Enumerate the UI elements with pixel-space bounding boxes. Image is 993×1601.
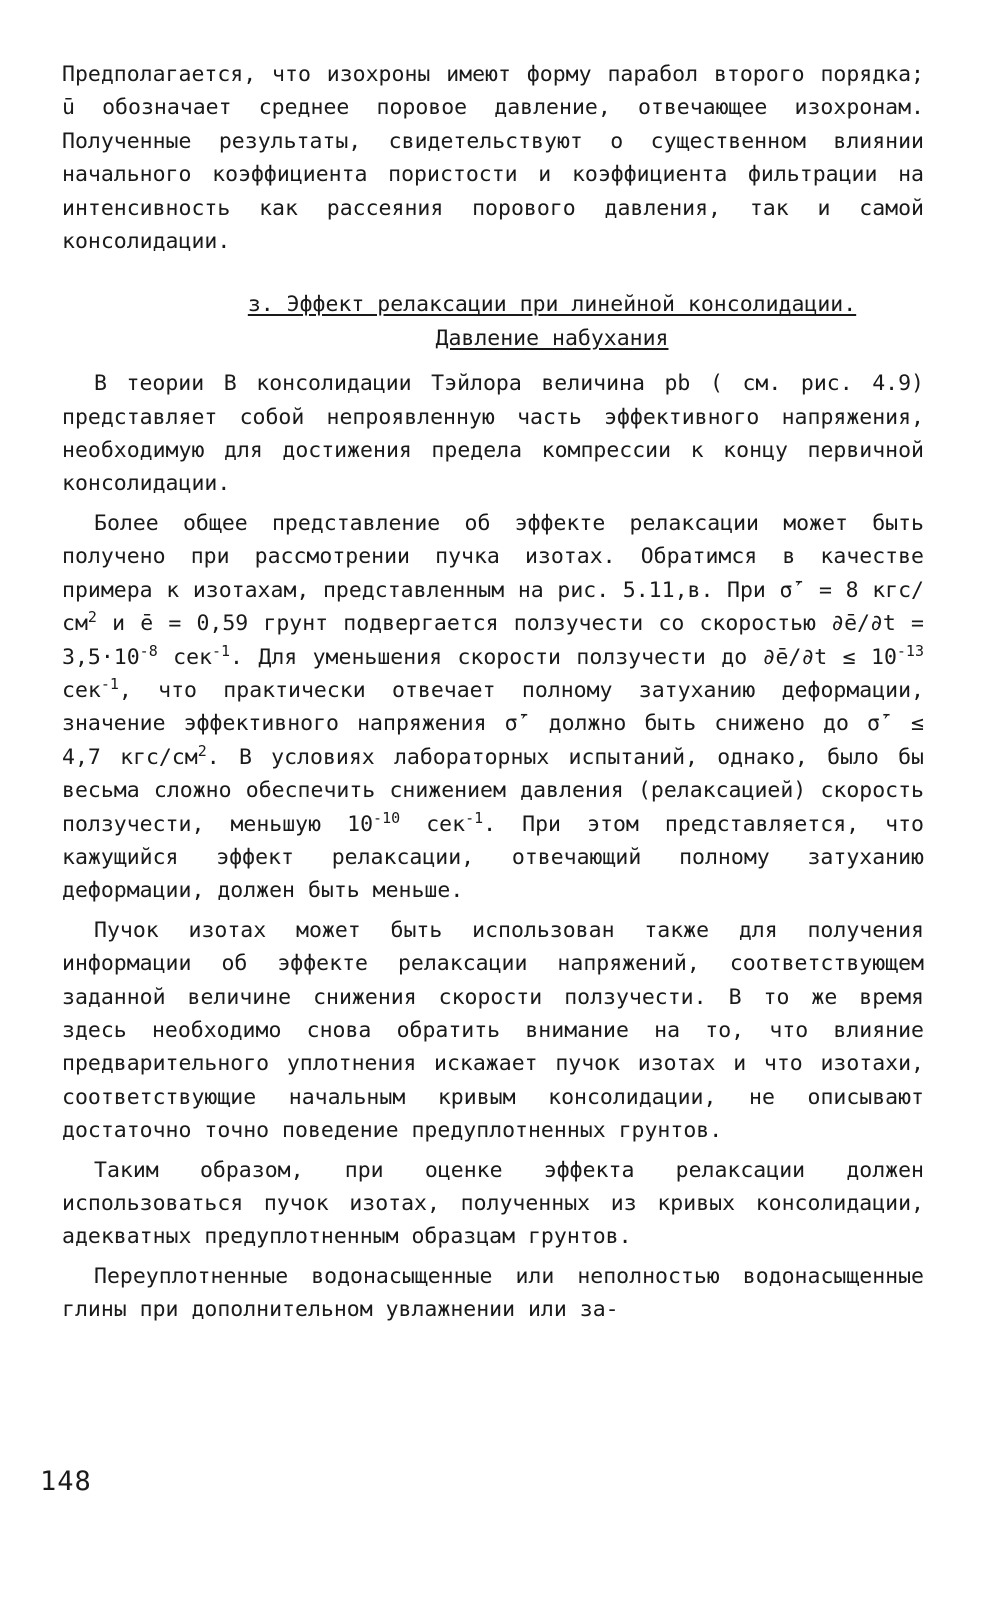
paragraph-isotach-bundle: Более общее представление об эффекте релаксации может быть получено при рассмотрении пучка изотах. Обратимся в качестве примера к изотахам, представленным на рис. 5.11,в. При σ̄′ = 8 кгс/$см^2$ и ē = 0,59 грунт подвергается ползучести со скоростью ∂ē/∂t = $3,5\cdot 10^{-8}$ сек$^{-1}$. Для уменьшения скорости ползучести до ∂ē/∂t ≤ $10^{-13}$ сек$^{-1}$, что практически отвечает полному затуханию деформации, значение эффективного напряжения σ̄′ должно быть снижено до σ̄′ ≤ 4,7 кгс/$см^2$. В условиях лабораторных испытаний, однако, было бы весьма сложно обеспечить снижением давления (релаксацией) скорость ползучести, меньшую $10^{-10}$ сек$^{-1}$. При этом представляется, что кажущийся эффект релаксации, отвечающий полному затуханию деформации, должен быть меньше. [62, 510, 924, 904]
section-heading [180, 288, 924, 355]
paragraph-overconsolidated-clays: Переуплотненные водонасыщенные или неполностью водонасыщенные глины при дополнительном увлажнении или за- [62, 1263, 924, 1323]
paragraph-stress-relaxation: Пучок изотах может быть использован также для получения информации об эффекте релаксации напряжений, соответствующем заданной величине снижения скорости ползучести. В то же время здесь необходимо снова обратить внимание на то, что влияние предварительного уплотнения искажает пучок изотах и что изотахи, соответствующие начальным кривым консолидации, не описывают достаточно точно поведение предуплотненных грунтов. [62, 917, 924, 1144]
section-title-line-2: Давление набухания [435, 325, 669, 351]
paragraph-intro: Предполагается, что изохроны имеют форму парабол второго порядка; ū обозначает среднее поровое давление, отвечающее изохронам. Полученные результаты, свидетельствуют о существенном влиянии начального коэффициента пористости и коэффициента фильтрации на интенсивность как рассеяния порового давления, так и самой консолидации. [62, 62, 924, 255]
paragraph-conclusion: Таким образом, при оценке эффекта релаксации должен использоваться пучок изотах, полученных из кривых консолидации, адекватных предуплотненным образцам грунтов. [62, 1157, 924, 1250]
page-text [62, 58, 924, 1327]
page-number: 148 [40, 1466, 92, 1497]
section-title-line-1: з. Эффект релаксации при линейной консолидации. [247, 292, 857, 318]
paragraph-taylor-theory: В теории B консолидации Тэйлора величина pb ( см. рис. 4.9) представляет собой непроявленную часть эффективного напряжения, необходимую для достижения предела компрессии к концу первичной консолидации. [62, 371, 924, 497]
